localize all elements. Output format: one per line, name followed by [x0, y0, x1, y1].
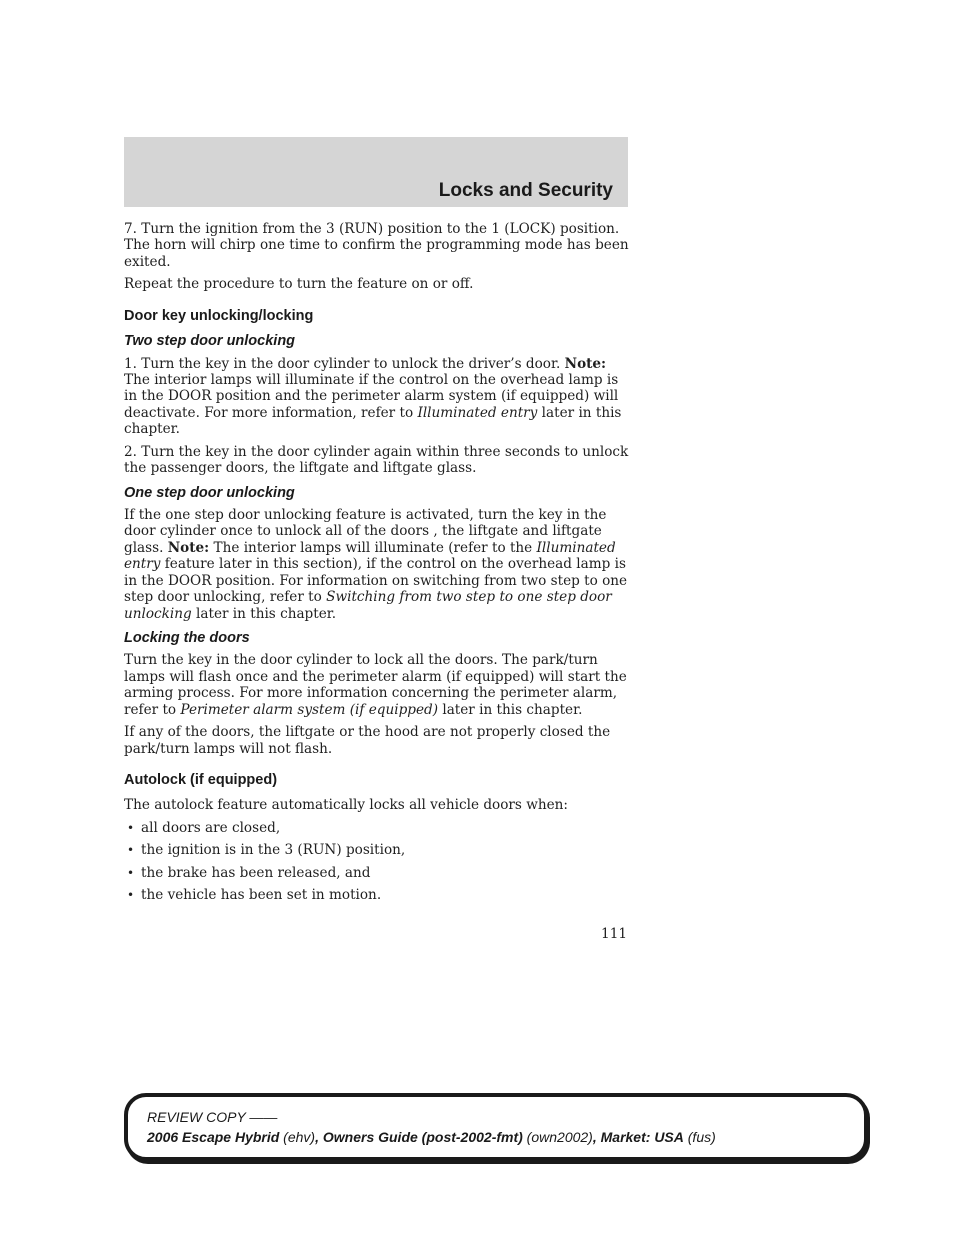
review-copy-label: REVIEW COPY ——	[147, 1109, 278, 1125]
text-run: The interior lamps will illuminate if the control on the overhead lamp is in the DOOR position and the perimeter alarm system (if equipped) will deactivate. For more information, refer to	[124, 372, 619, 421]
model-code: (ehv)	[279, 1129, 316, 1145]
text-run: 1. Turn the key in the door cylinder to unlock the driver’s door.	[124, 355, 565, 372]
locking-paragraph-1	[124, 652, 630, 718]
section-title: Locks and Security	[438, 180, 613, 201]
text-run: The interior lamps will illuminate (refer to the	[209, 539, 537, 556]
note-label: Note:	[167, 539, 210, 556]
text-run: later in this chapter.	[438, 701, 583, 718]
door-key-heading: Door key unlocking/locking	[124, 307, 314, 324]
list-item	[124, 842, 630, 858]
document-identifier	[147, 1129, 716, 1145]
bullet-icon: •	[127, 865, 135, 880]
text-run: If the one step door unlocking feature is activated, turn the key in the door cylinder once to unlock all of the doors , the liftgate and liftgate glass.	[124, 507, 607, 556]
text-run: later in this chapter.	[191, 605, 337, 622]
text-run: Turn the key in the door cylinder to lock all the doors. The park/turn lamps will flash once and the perimeter alarm (if equipped) will start the arming process. For more information concerning the perimeter alarm, refer to	[124, 652, 627, 718]
guide-name: Owners Guide (post-2002-fmt)	[322, 1129, 523, 1145]
text-run: feature later in this section), if the control on the overhead lamp is in the DOOR position. For information on switching from two step to one step door unlocking, refer to	[124, 556, 628, 606]
autolock-intro: The autolock feature automatically locks all vehicle doors when:	[124, 797, 568, 814]
step-7-paragraph: 7. Turn the ignition from the 3 (RUN) position to the 1 (LOCK) position. The horn will chirp one time to confirm the programming mode has been exited.	[124, 221, 629, 270]
bullet-icon: •	[127, 888, 135, 903]
list-item-text: all doors are closed,	[141, 819, 281, 836]
two-step-heading: Two step door unlocking	[124, 333, 296, 350]
cross-reference: Switching from two step to one step door unlocking	[124, 589, 612, 622]
list-item	[124, 865, 630, 881]
one-step-heading: One step door unlocking	[124, 484, 295, 501]
market-separator	[593, 1129, 654, 1145]
autolock-heading: Autolock (if equipped)	[124, 771, 278, 788]
autolock-conditions-list	[124, 820, 630, 904]
bullet-icon: •	[127, 820, 135, 835]
bullet-icon: •	[127, 843, 135, 858]
list-item-text: the ignition is in the 3 (RUN) position,	[141, 842, 406, 859]
market-code: (fus)	[683, 1129, 716, 1145]
market-label: , Market:	[592, 1129, 655, 1145]
model-name: 2006 Escape Hybrid	[147, 1129, 280, 1145]
guide-code: (own2002)	[522, 1129, 593, 1145]
locking-heading: Locking the doors	[124, 629, 250, 646]
two-step-paragraph-1	[124, 356, 630, 438]
body-content	[124, 221, 630, 910]
review-copy-footer	[124, 1093, 868, 1161]
separator: ,	[315, 1129, 323, 1145]
note-label: Note:	[564, 355, 607, 372]
text-run: later in this chapter.	[124, 404, 622, 438]
section-header-band	[124, 137, 628, 207]
locking-paragraph-2: If any of the doors, the liftgate or the hood are not properly closed the park/turn lamps will not flash.	[124, 724, 611, 757]
list-item	[124, 887, 630, 903]
page-number: 111	[601, 926, 627, 942]
two-step-paragraph-2: 2. Turn the key in the door cylinder again within three seconds to unlock the passenger doors, the liftgate and liftgate glass.	[124, 443, 629, 477]
one-step-paragraph	[124, 507, 630, 622]
list-item-text: the brake has been released, and	[141, 864, 371, 881]
cross-reference: Illuminated entry	[417, 404, 538, 421]
list-item	[124, 820, 630, 836]
repeat-paragraph: Repeat the procedure to turn the feature on or off.	[124, 276, 474, 293]
cross-reference: Illuminated entry	[124, 539, 616, 573]
market-name: USA	[654, 1129, 684, 1145]
cross-reference: Perimeter alarm system (if equipped)	[180, 701, 439, 718]
list-item-text: the vehicle has been set in motion.	[141, 887, 382, 904]
